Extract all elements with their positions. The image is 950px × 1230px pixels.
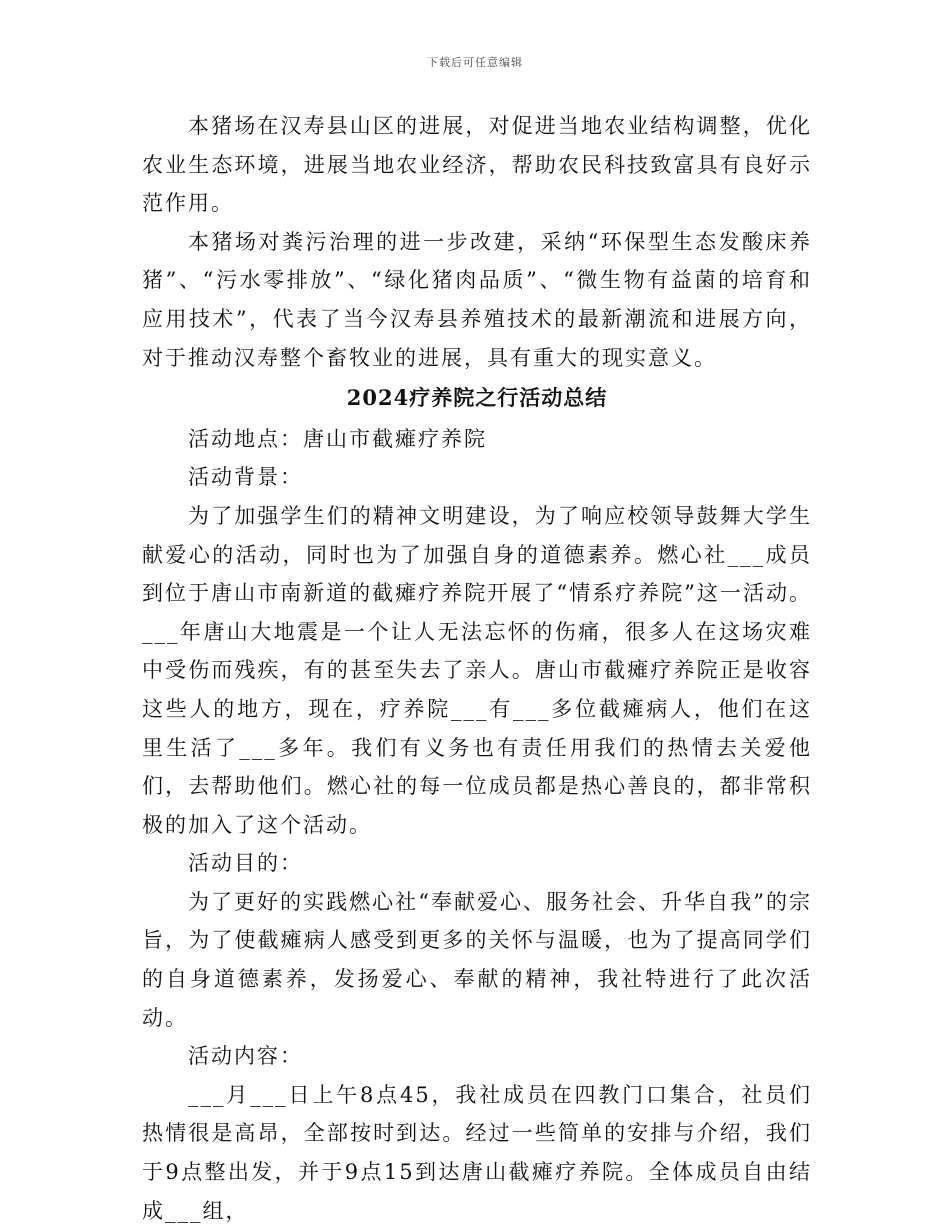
document-body (142, 107, 812, 1230)
intro-paragraph-2: 本猪场对粪污治理的进一步改建，采纳“环保型生态发酸床养猪”、“污水零排放”、“绿化猪肉品质”、“微生物有益菌的培育和应用技术”，代表了当今汉寿县养殖技术的最新潮流和进展方向，对于推动汉寿整个畜牧业的进展，具有重大的现实意义。 (142, 229, 812, 370)
background-paragraph: 为了加强学生们的精神文明建设，为了响应校领导鼓舞大学生献爱心的活动，同时也为了加强自身的道德素养。燃心社___成员到位于唐山市南新道的截瘫疗养院开展了“情系疗养院”这一活动。___年唐山大地震是一个让人无法忘怀的伤痛，很多人在这场灾难中受伤而残疾，有的甚至失去了亲人。唐山市截瘫疗养院正是收容这些人的地方，现在，疗养院___有___多位截瘫病人，他们在这里生活了___多年。我们有义务也有责任用我们的热情去关爱他们，去帮助他们。燃心社的每一位成员都是热心善良的，都非常积极的加入了这个活动。 (142, 503, 812, 837)
section-title: 2024疗养院之行活动总结 (346, 385, 608, 411)
purpose-paragraph: 为了更好的实践燃心社“奉献爱心、服务社会、升华自我”的宗旨，为了使截瘫病人感受到更多的关怀与温暖，也为了提高同学们的自身道德素养，发扬爱心、奉献的精神，我社特进行了此次活动。 (142, 889, 812, 1030)
purpose-label: 活动目的： (188, 851, 303, 876)
content-label: 活动内容： (188, 1044, 303, 1069)
background-label: 活动背景： (188, 465, 303, 490)
content-paragraph: ___月___日上午8点45，我社成员在四教门口集合，社员们热情很是高昂，全部按时到达。经过一些简单的安排与介绍，我们于9点整出发，并于9点15到达唐山截瘫疗养院。全体成员自由结成___组， (142, 1082, 812, 1223)
header-note: 下载后可任意编辑 (427, 56, 523, 69)
intro-paragraph-1: 本猪场在汉寿县山区的进展，对促进当地农业结构调整，优化农业生态环境，进展当地农业经济，帮助农民科技致富具有良好示范作用。 (142, 114, 812, 216)
location-line: 活动地点：唐山市截瘫疗养院 (188, 426, 487, 451)
